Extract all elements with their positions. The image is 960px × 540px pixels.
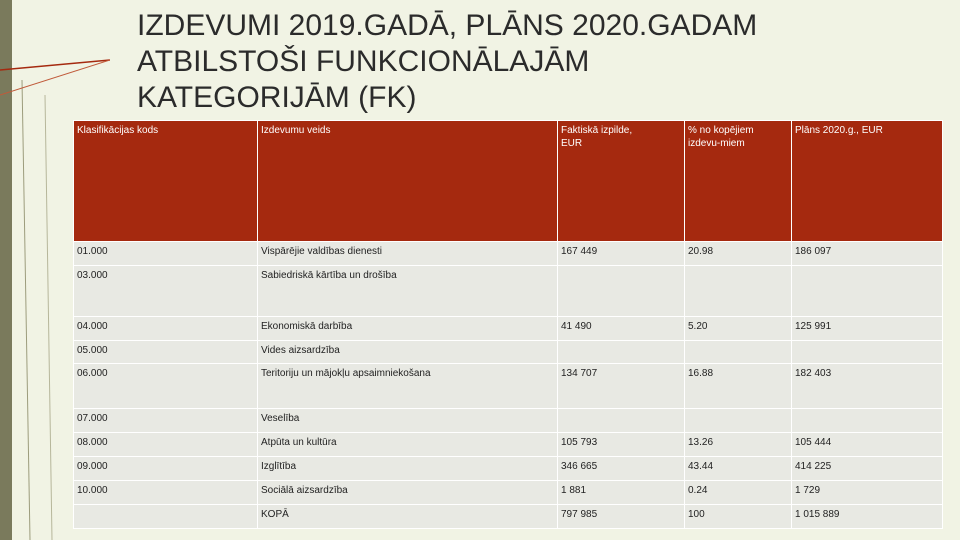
- cell-plan: [792, 341, 943, 364]
- cell-actual: [558, 409, 685, 433]
- page-title: IZDEVUMI 2019.GADĀ, PLĀNS 2020.GADAM ATBILSTOŠI FUNKCIONĀLAJĀM KATEGORIJĀM (FK): [137, 9, 758, 114]
- cell-code: 01.000: [74, 242, 258, 266]
- cell-type: Teritoriju un mājokļu apsaimniekošana: [258, 364, 558, 409]
- cell-actual: 346 665: [558, 457, 685, 481]
- cell-plan: 105 444: [792, 433, 943, 457]
- cell-code: 03.000: [74, 266, 258, 317]
- cell-type: Izglītība: [258, 457, 558, 481]
- cell-percent: 0.24: [685, 481, 792, 505]
- cell-type: Sociālā aizsardzība: [258, 481, 558, 505]
- cell-actual: 1 881: [558, 481, 685, 505]
- table-row: [74, 433, 943, 457]
- cell-percent: 16.88: [685, 364, 792, 409]
- cell-type: Atpūta un kultūra: [258, 433, 558, 457]
- cell-actual: 167 449: [558, 242, 685, 266]
- cell-type: Veselība: [258, 409, 558, 433]
- table-row: [74, 242, 943, 266]
- header-plan: Plāns 2020.g., EUR: [792, 121, 943, 242]
- cell-actual: 105 793: [558, 433, 685, 457]
- header-actual: Faktiskā izpilde, EUR: [558, 121, 685, 242]
- cell-code: 06.000: [74, 364, 258, 409]
- header-code: Klasifikācijas kods: [74, 121, 258, 242]
- cell-code: 07.000: [74, 409, 258, 433]
- cell-plan: 414 225: [792, 457, 943, 481]
- cell-code: 10.000: [74, 481, 258, 505]
- cell-actual: 134 707: [558, 364, 685, 409]
- cell-code: 04.000: [74, 317, 258, 341]
- header-percent: % no kopējiem izdevu-miem: [685, 121, 792, 242]
- cell-type: Sabiedriskā kārtība un drošība: [258, 266, 558, 317]
- table-row: [74, 481, 943, 505]
- cell-empty: [74, 505, 258, 529]
- table-row: [74, 409, 943, 433]
- cell-plan: [792, 409, 943, 433]
- cell-type: Vispārējie valdības dienesti: [258, 242, 558, 266]
- cell-type: Ekonomiskā darbība: [258, 317, 558, 341]
- cell-plan: 1 729: [792, 481, 943, 505]
- cell-percent: 13.26: [685, 433, 792, 457]
- cell-percent: [685, 409, 792, 433]
- table-total-row: [74, 505, 943, 529]
- cell-actual: [558, 266, 685, 317]
- cell-code: 09.000: [74, 457, 258, 481]
- cell-plan: 182 403: [792, 364, 943, 409]
- cell-plan: [792, 266, 943, 317]
- total-plan: 1 015 889: [792, 505, 943, 529]
- table-header-row: [74, 121, 943, 242]
- total-percent: 100: [685, 505, 792, 529]
- cell-plan: 125 991: [792, 317, 943, 341]
- total-actual: 797 985: [558, 505, 685, 529]
- total-label: KOPĀ: [258, 505, 558, 529]
- cell-code: 08.000: [74, 433, 258, 457]
- table-row: [74, 457, 943, 481]
- cell-percent: 5.20: [685, 317, 792, 341]
- cell-actual: 41 490: [558, 317, 685, 341]
- expenditure-table: [73, 120, 943, 529]
- cell-type: Vides aizsardzība: [258, 341, 558, 364]
- table-row: [74, 266, 943, 317]
- table-row: [74, 341, 943, 364]
- cell-percent: [685, 266, 792, 317]
- header-type: Izdevumu veids: [258, 121, 558, 242]
- cell-percent: 20.98: [685, 242, 792, 266]
- table-row: [74, 317, 943, 341]
- cell-plan: 186 097: [792, 242, 943, 266]
- cell-code: 05.000: [74, 341, 258, 364]
- cell-actual: [558, 341, 685, 364]
- cell-percent: [685, 341, 792, 364]
- cell-percent: 43.44: [685, 457, 792, 481]
- table-row: [74, 364, 943, 409]
